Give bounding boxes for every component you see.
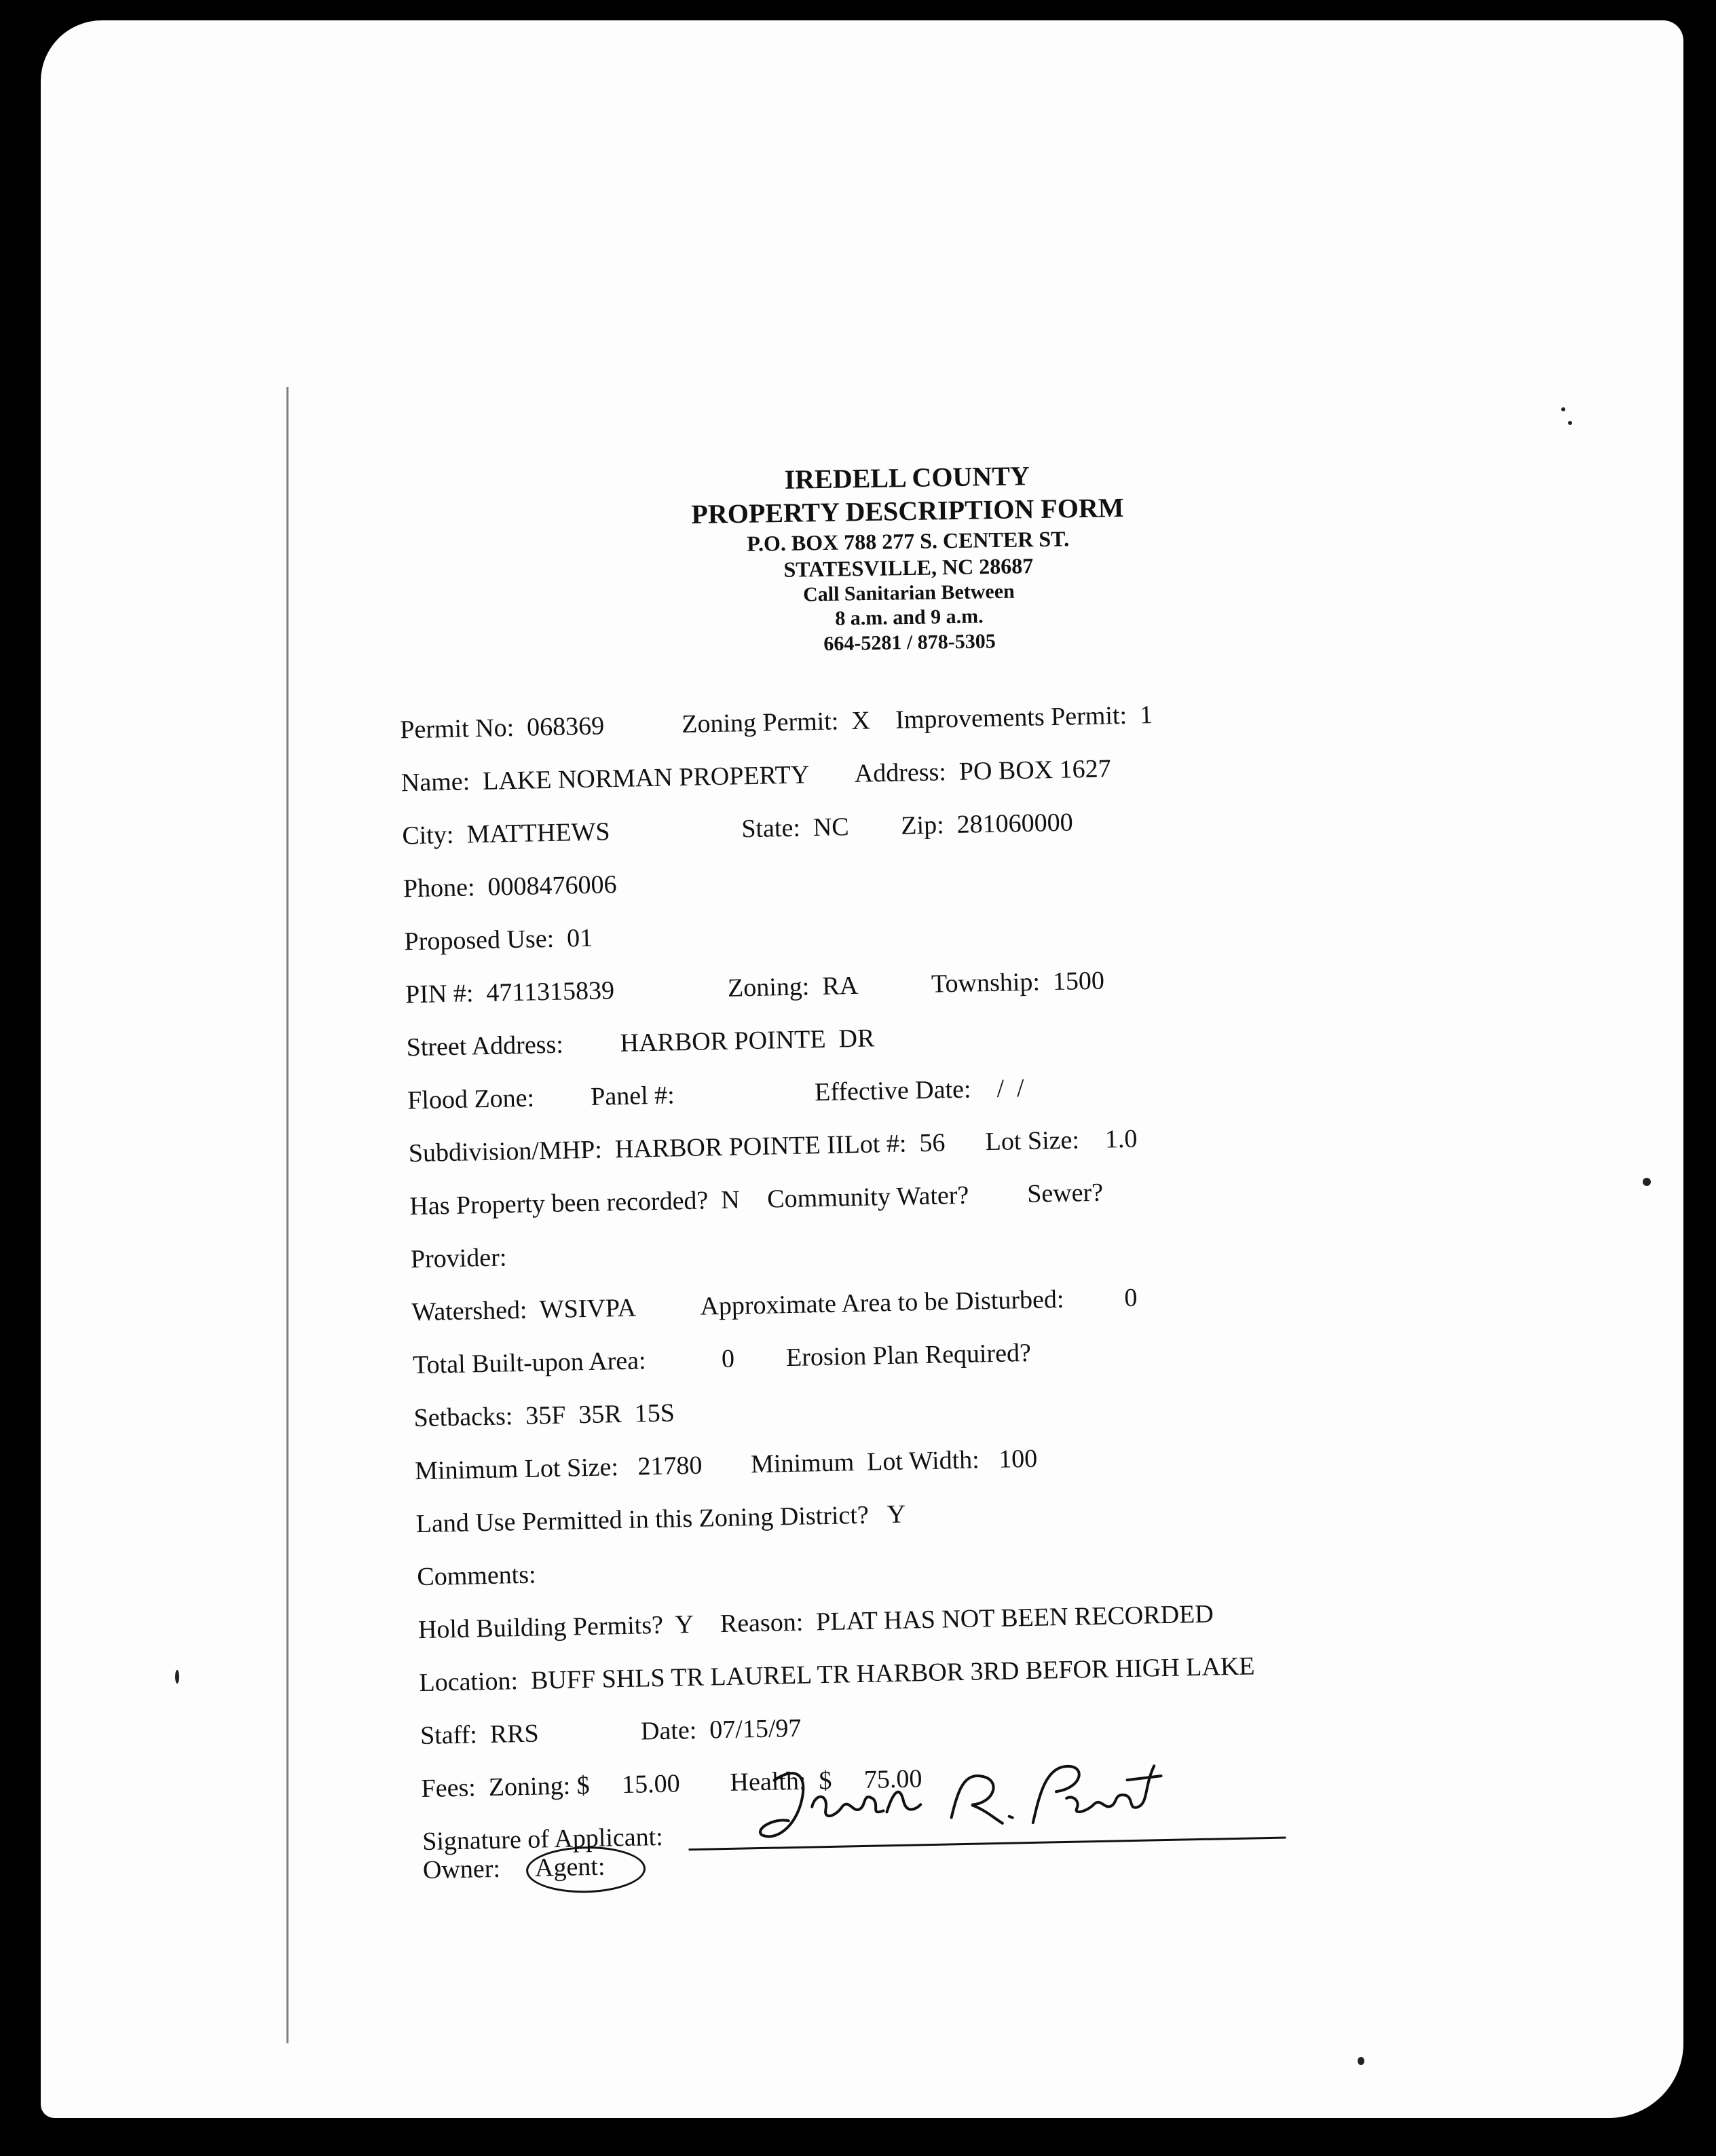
zoning: Zoning: RA [727,971,859,1003]
office-city-line: STATESVILLE, NC 28687 [783,553,1034,582]
built-upon-area-label: Total Built-upon Area: [412,1346,646,1380]
panel-number: Panel #: [590,1081,675,1111]
proposed-use: Proposed Use: 01 [404,923,593,956]
area-disturbed-label: Approximate Area to be Disturbed: [700,1284,1064,1321]
hold-reason: Reason: PLAT HAS NOT BEEN RECORDED [720,1599,1214,1639]
phone: Phone: 0008476006 [403,870,617,904]
improvements-permit: Improvements Permit: 1 [895,701,1153,735]
watershed: Watershed: WSIVPA [411,1293,637,1327]
permit-number: Permit No: 068369 [399,711,605,745]
comments: Comments: [416,1560,537,1592]
form-title: PROPERTY DESCRIPTION FORM [691,491,1124,529]
owner-name: Name: LAKE NORMAN PROPERTY [400,760,810,798]
community-water: Community Water? [766,1181,969,1214]
owner-address: Address: PO BOX 1627 [854,754,1112,788]
zoning-permit: Zoning Permit: X [681,706,871,739]
street-address-value: HARBOR POINTE DR [620,1024,875,1058]
subdivision-lot: Subdivision/MHP: HARBOR POINTE IILot #: 56 [408,1128,946,1168]
applicant-signature [747,1745,1170,1855]
office-phones: 664-5281 / 878-5305 [823,629,996,655]
agent-label: Agent: [534,1852,605,1882]
call-hours: 8 a.m. and 9 a.m. [835,605,984,630]
date: Date: 07/15/97 [640,1713,802,1746]
built-upon-area-value: 0 [721,1344,735,1374]
pin-number: PIN #: 4711315839 [405,976,615,1009]
street-address-label: Street Address: [406,1030,564,1062]
hold-building-permits: Hold Building Permits? Y [417,1610,694,1645]
state: State: NC [741,813,850,844]
lot-size: Lot Size: 1.0 [985,1124,1138,1157]
flood-zone: Flood Zone: [407,1083,535,1115]
call-instructions: Call Sanitarian Between [802,580,1015,606]
sewer: Sewer? [1026,1178,1104,1208]
erosion-plan: Erosion Plan Required? [785,1338,1032,1373]
minimum-lot-size: Minimum Lot Size: 21780 [414,1451,703,1486]
office-address-line: P.O. BOX 788 277 S. CENTER ST. [747,525,1070,556]
setbacks: Setbacks: 35F 35R 15S [413,1398,675,1433]
signature-label: Signature of Applicant: [422,1822,664,1857]
provider: Provider: [410,1243,507,1274]
location: Location: BUFF SHLS TR LAUREL TR HARBOR 3RD BEFOR HIGH LAKE [419,1652,1255,1698]
effective-date: Effective Date: / / [814,1074,1024,1107]
minimum-lot-width: Minimum Lot Width: 100 [750,1444,1038,1479]
zip-code: Zip: 281060000 [900,808,1074,840]
county-title: IREDELL COUNTY [784,460,1030,495]
city: City: MATTHEWS [402,817,610,851]
owner-label: Owner: [422,1854,501,1885]
area-disturbed-value: 0 [1123,1283,1138,1313]
staff: Staff: RRS [419,1719,540,1751]
health-fee: Health: $ 75.00 [730,1764,922,1797]
property-recorded: Has Property been recorded? N [409,1185,741,1221]
township: Township: 1500 [931,966,1105,999]
zoning-fee: Fees: Zoning: $ 15.00 [421,1769,681,1804]
land-use-permitted: Land Use Permitted in this Zoning District? Y [415,1500,906,1539]
